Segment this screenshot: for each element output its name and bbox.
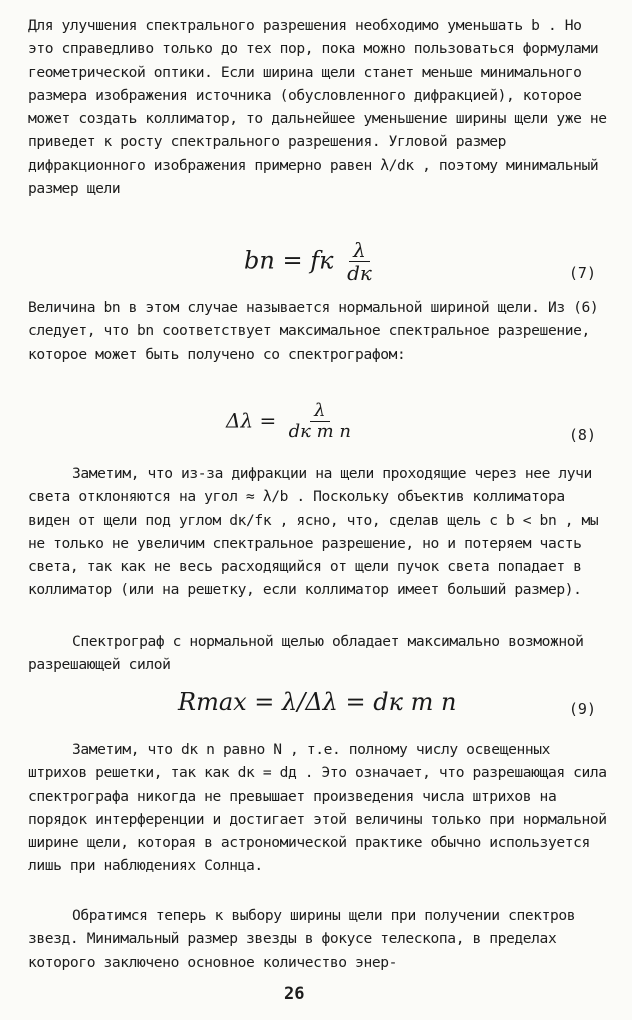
equation-9-number: (9) xyxy=(568,700,596,718)
paragraph-1: Для улучшения спектрального разрешения необходимо уменьшать b . Но это справедливо только до тех пор, пока можно пользоваться формулами геометрической оптики. Если ширина щели станет меньше минимального размера изображения источника (обусловленного дифракцией), которое может создать коллиматор, то дальнейшее уменьшение ширины щели уже не приведет к росту спектрального разрешения. Угловой размер дифракционного изображения примерно равен λ/dк , поэтому минимальный размер щели xyxy=(28,17,616,198)
equation-8: Δλ = $\frac{\lambda}{\text{dк m n}}$ xyxy=(226,402,357,442)
eq7-numerator: λ xyxy=(349,240,370,262)
paragraph-3: Заметим, что из-за дифракции на щели проходящие через нее лучи света отклоняются на угол ≈ λ/b . Поскольку объектив коллиматора виден от щели под углом dк/fк , ясно, что, сделав щель с b < bn , мы не только не увеличим спектральное разрешение, но и потеряем часть света, так как не весь расходящийся от щели пучок света попадает в коллиматор (или на решетку, если коллиматор имеет больший размер). xyxy=(28,465,607,599)
eq7-lhs: bn xyxy=(244,246,275,275)
eq8-numerator: λ xyxy=(310,402,329,422)
eq8-denominator: dк m n xyxy=(288,420,351,442)
paragraph-4: Спектрограф с нормальной щелью обладает максимально возможной разрешающей силой xyxy=(28,633,592,674)
page-number: 26 xyxy=(284,984,305,1004)
paragraph-5: Заметим, что dк n равно N , т.е. полному числу освещенных штрихов решетки, так как dк = dд . Это означает, что разрешающая сила спектрографа никогда не превышает произведения числа штрихов на порядок интерференции и достигает этой величины только при нормальной ширине щели, которая в астрономической практике обычно используется лишь при наблюдениях Солнца. xyxy=(28,741,616,875)
equation-8-number: (8) xyxy=(568,426,596,444)
equation-7: bn = fк $\frac{\lambda}{dк}$ xyxy=(244,240,378,284)
paragraph-2: Величина bn в этом случае называется нормальной шириной щели. Из (6) следует, что bn соответствует максимальное спектральное разрешение, которое может быть получено со спектрографом: xyxy=(28,299,607,363)
eq7-denominator: dк xyxy=(347,261,372,285)
equation-9: Rmax = λ/Δλ = dк m n xyxy=(178,688,457,716)
equation-7-number: (7) xyxy=(568,264,596,282)
eq7-coef: fк xyxy=(310,246,334,275)
paragraph-6: Обратимся теперь к выбору ширины щели при получении спектров звезд. Минимальный размер звезды в фокусе телескопа, в пределах которого заключено основное количество энер- xyxy=(28,907,584,971)
eq8-lhs: Δλ xyxy=(226,408,254,433)
